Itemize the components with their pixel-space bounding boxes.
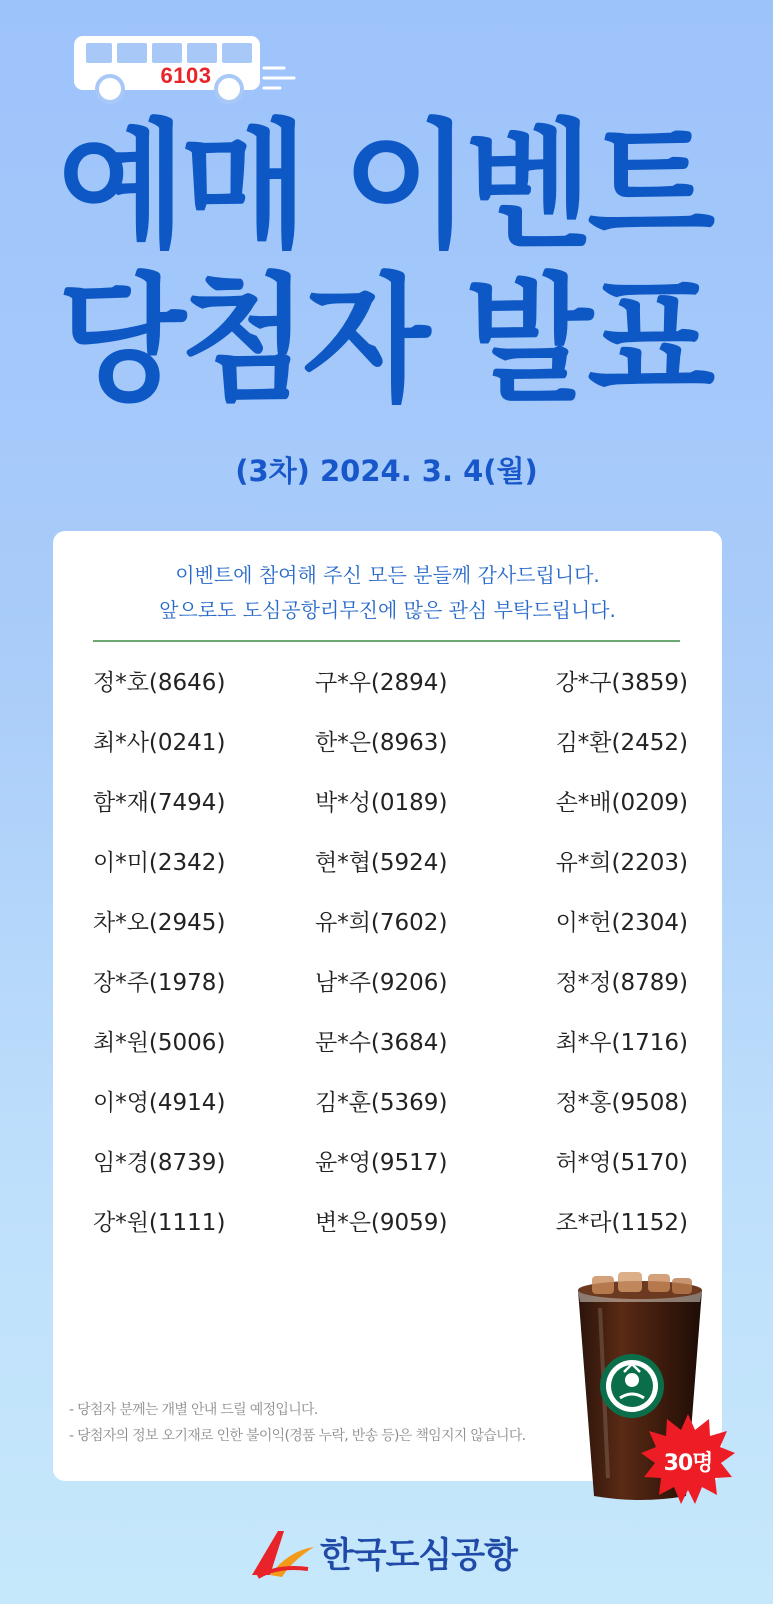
- winner-entry: 임*경(8739): [93, 1150, 226, 1176]
- winner-entry: 강*원(1111): [93, 1210, 226, 1236]
- winner-entry: 김*환(2452): [555, 730, 688, 756]
- winner-entry: 유*희(2203): [555, 850, 688, 876]
- winner-entry: 정*정(8789): [555, 970, 688, 996]
- winner-entry: 변*은(9059): [315, 1210, 448, 1236]
- notice-line1: - 당첨자 분께는 개별 안내 드릴 예정입니다.: [69, 1402, 318, 1418]
- winner-entry: 장*주(1978): [93, 970, 226, 996]
- winner-entry: 문*수(3684): [315, 1030, 448, 1056]
- winners-list: [93, 667, 688, 1267]
- winner-entry: 이*미(2342): [93, 850, 226, 876]
- notice-list: [69, 1397, 525, 1449]
- winner-entry: 윤*영(9517): [315, 1150, 448, 1176]
- winner-entry: 이*헌(2304): [555, 910, 688, 936]
- thanks-line2: 앞으로도 도심공항리무진에 많은 관심 부탁드립니다.: [159, 598, 616, 622]
- winner-entry: 현*협(5924): [315, 850, 448, 876]
- winner-entry: 박*성(0189): [315, 790, 448, 816]
- prize-count-badge: 30명: [663, 1451, 713, 1476]
- thanks-line1: 이벤트에 참여해 주신 모든 분들께 감사드립니다.: [175, 563, 600, 587]
- winner-entry: 구*우(2894): [315, 670, 448, 696]
- winner-entry: 차*오(2945): [93, 910, 226, 936]
- winner-entry: 한*은(8963): [315, 730, 448, 756]
- round-date: (3차) 2024. 3. 4(월): [235, 454, 538, 488]
- headline-line2: 당첨자 발표: [58, 260, 710, 421]
- notice-line2: - 당첨자의 정보 오기재로 인한 불이익(경품 누락, 반송 등)은 책임지지 않습니다.: [69, 1428, 526, 1444]
- winner-entry: 이*영(4914): [93, 1090, 226, 1116]
- divider: [93, 640, 680, 642]
- winner-entry: 최*우(1716): [555, 1030, 688, 1056]
- winner-entry: 허*영(5170): [555, 1150, 688, 1176]
- winner-entry: 유*희(7602): [315, 910, 448, 936]
- winner-entry: 조*라(1152): [555, 1210, 688, 1236]
- winner-entry: 강*구(3859): [555, 670, 688, 696]
- winner-entry: 남*주(9206): [315, 970, 448, 996]
- headline-line1: 예매 이벤트: [58, 106, 710, 267]
- winner-entry: 최*원(5006): [93, 1030, 226, 1056]
- bus-number: 6103: [160, 63, 212, 88]
- winner-entry: 손*배(0209): [555, 790, 688, 816]
- winner-entry: 김*훈(5369): [315, 1090, 448, 1116]
- winner-entry: 최*사(0241): [93, 730, 226, 756]
- thanks-message: [53, 558, 722, 628]
- winner-entry: 정*홍(9508): [555, 1090, 688, 1116]
- winner-entry: 정*호(8646): [93, 670, 226, 696]
- company-logo-text: 한국도심공항: [320, 1536, 517, 1576]
- winner-entry: 함*재(7494): [93, 790, 226, 816]
- company-logo-icon: [248, 1525, 318, 1581]
